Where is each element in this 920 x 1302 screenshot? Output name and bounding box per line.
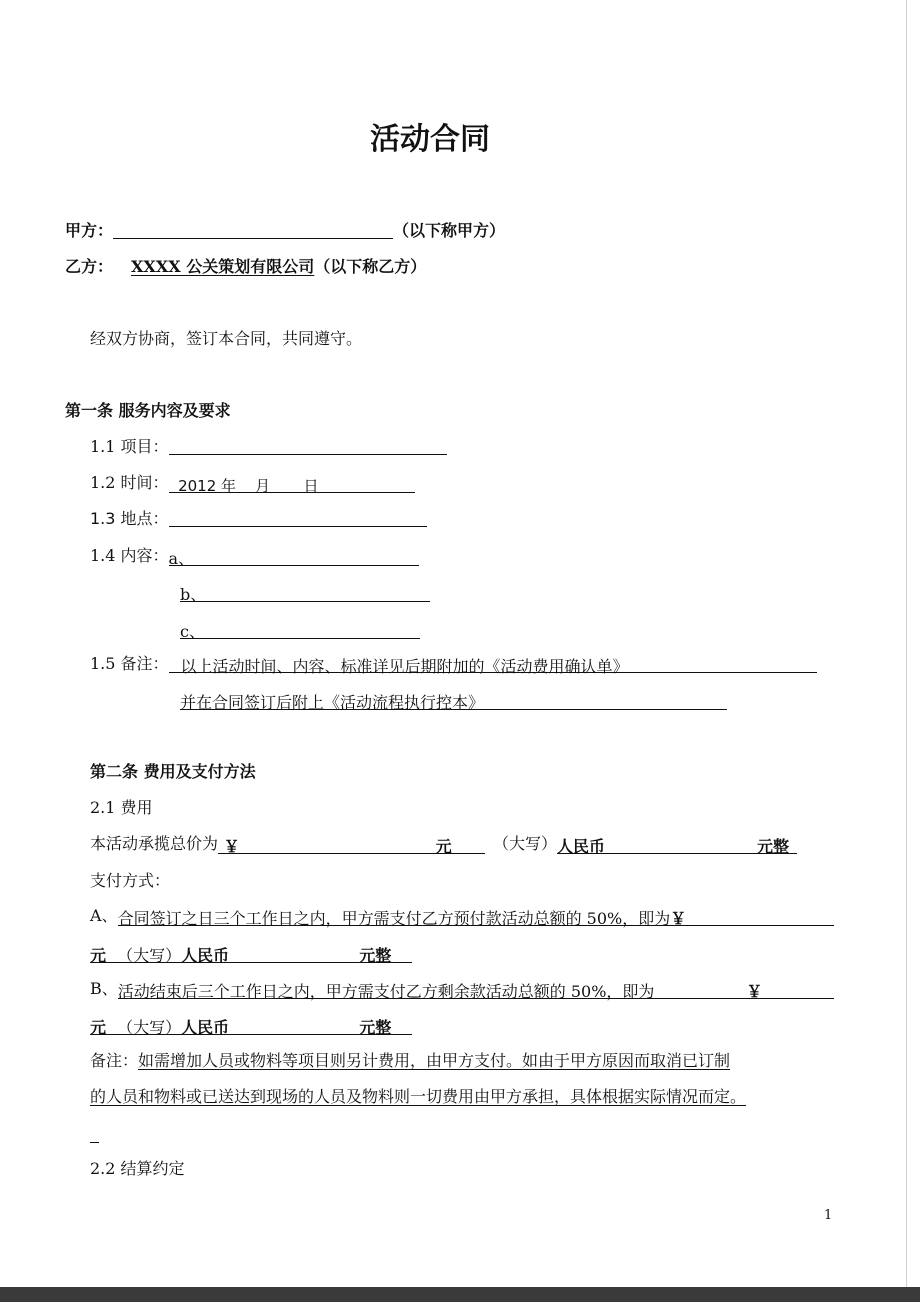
item-1-1-blank xyxy=(169,438,447,455)
sub-2-1: 2.1 费用 xyxy=(90,798,153,817)
page-number: 1 xyxy=(824,1208,833,1223)
contract-title: 活动合同 xyxy=(370,122,490,157)
item-1-2 xyxy=(90,473,415,493)
yuan-label: 元 xyxy=(435,837,452,856)
yen-symbol: ￥ xyxy=(223,837,240,856)
pay-b-rmb: 人民币 xyxy=(181,1018,230,1037)
item-1-5-label: 1.5 备注： xyxy=(90,654,169,673)
rmb-label: 人民币 xyxy=(557,837,606,856)
note-line2 xyxy=(90,1087,746,1107)
item-1-4-c xyxy=(180,622,420,639)
pay-b-text: 活动结束后三个工作日之内，甲方需支付乙方剩余款活动总额的 50%，即为 xyxy=(117,982,655,1001)
pay-a-line2 xyxy=(90,943,412,963)
item-1-1 xyxy=(90,437,447,457)
yuanzheng-label: 元整 xyxy=(757,837,790,856)
item-1-4-c-line xyxy=(180,619,420,639)
pay-b-text-blank xyxy=(118,982,834,999)
item-1-4-c-label: c、 xyxy=(180,622,205,641)
party-a-blank xyxy=(113,222,393,239)
pay-a-prefix: A、 xyxy=(90,906,118,925)
pay-b-line2 xyxy=(90,1015,412,1035)
pay-a-daxie: （大写） xyxy=(117,946,182,965)
party-b-note: （以下称乙方） xyxy=(314,257,427,276)
item-1-5-line2 xyxy=(180,693,727,710)
pay-b-line xyxy=(90,979,834,999)
item-1-3 xyxy=(90,509,427,529)
viewer-bottom-bar xyxy=(0,1287,920,1302)
pay-a-yuan: 元 xyxy=(90,946,107,965)
article2-heading: 第二条 费用及支付方法 xyxy=(90,762,256,781)
total-price-line xyxy=(90,834,797,854)
pay-b-amount xyxy=(90,1018,412,1035)
item-1-5-line1 xyxy=(169,657,817,676)
pay-b-yuanzheng: 元整 xyxy=(359,1018,392,1037)
pay-a-yuanzheng: 元整 xyxy=(359,946,392,965)
party-b-label: 乙方： xyxy=(65,257,114,276)
intro-text: 经双方协商，签订本合同，共同遵守。 xyxy=(90,329,363,348)
item-1-5-line2-text: 并在合同签订后附上《活动流程执行控本》 xyxy=(180,693,485,712)
pay-a-line xyxy=(90,906,834,926)
note-text-1: 如需增加人员或物料等项目则另计费用，由甲方支付。如由于甲方原因而取消已订制 xyxy=(138,1051,731,1070)
total-label: 本活动承揽总价为 xyxy=(90,834,219,853)
party-b-value: XXXX 公关策划有限公司 xyxy=(131,257,315,276)
date-month: 月 xyxy=(255,477,271,495)
item-1-4-b-line xyxy=(180,582,430,602)
pay-a-rmb: 人民币 xyxy=(181,946,230,965)
sub-2-2: 2.2 结算约定 xyxy=(90,1159,185,1178)
pay-a-amount xyxy=(90,946,412,963)
pay-method: 支付方式： xyxy=(90,871,171,890)
item-1-4-label: 1.4 内容： xyxy=(90,546,169,565)
item-1-4-a-label: a、 xyxy=(168,549,195,568)
pay-b-prefix: B、 xyxy=(90,979,118,998)
item-1-2-date xyxy=(169,476,415,493)
note-line1 xyxy=(90,1051,730,1071)
party-a-note: （以下称甲方） xyxy=(393,221,506,240)
pay-a-yen: ￥ xyxy=(670,909,687,928)
item-1-4-a xyxy=(169,549,419,566)
item-1-3-label: 1.3 地点： xyxy=(90,509,169,528)
item-1-5-line2-row xyxy=(180,690,727,710)
note-text-2: 的人员和物料或已送达到现场的人员及物料则一切费用由甲方承担，具体根据实际情况而定。 xyxy=(90,1087,747,1106)
note-underline-tail xyxy=(90,1142,99,1143)
item-1-5 xyxy=(90,654,817,674)
item-1-4 xyxy=(90,546,419,566)
item-1-2-label: 1.2 时间： xyxy=(90,473,169,492)
item-1-4-b xyxy=(180,585,430,602)
pay-a-text: 合同签订之日三个工作日之内，甲方需支付乙方预付款活动总额的 50%，即为 xyxy=(117,909,671,928)
pay-b-yen: ￥ xyxy=(746,982,763,1001)
daxie-label: （大写） xyxy=(493,834,558,853)
party-b-line xyxy=(65,257,426,277)
pay-b-yuan: 元 xyxy=(90,1018,107,1037)
date-year: 2012 年 xyxy=(178,477,237,495)
article1-heading: 第一条 服务内容及要求 xyxy=(65,401,231,420)
party-a-label: 甲方： xyxy=(65,221,114,240)
pay-b-daxie: （大写） xyxy=(117,1018,182,1037)
total-amount-blank xyxy=(218,837,485,854)
party-a-line xyxy=(65,221,505,241)
item-1-3-blank xyxy=(169,510,427,527)
item-1-5-line1-text: 以上活动时间、内容、标准详见后期附加的《活动费用确认单》 xyxy=(180,657,629,676)
total-rmb-blank xyxy=(557,837,797,854)
pay-a-text-blank xyxy=(118,909,834,926)
note-label: 备注： xyxy=(90,1051,139,1070)
item-1-1-label: 1.1 项目： xyxy=(90,437,169,456)
date-day: 日 xyxy=(303,477,319,495)
item-1-4-b-label: b、 xyxy=(180,585,207,604)
